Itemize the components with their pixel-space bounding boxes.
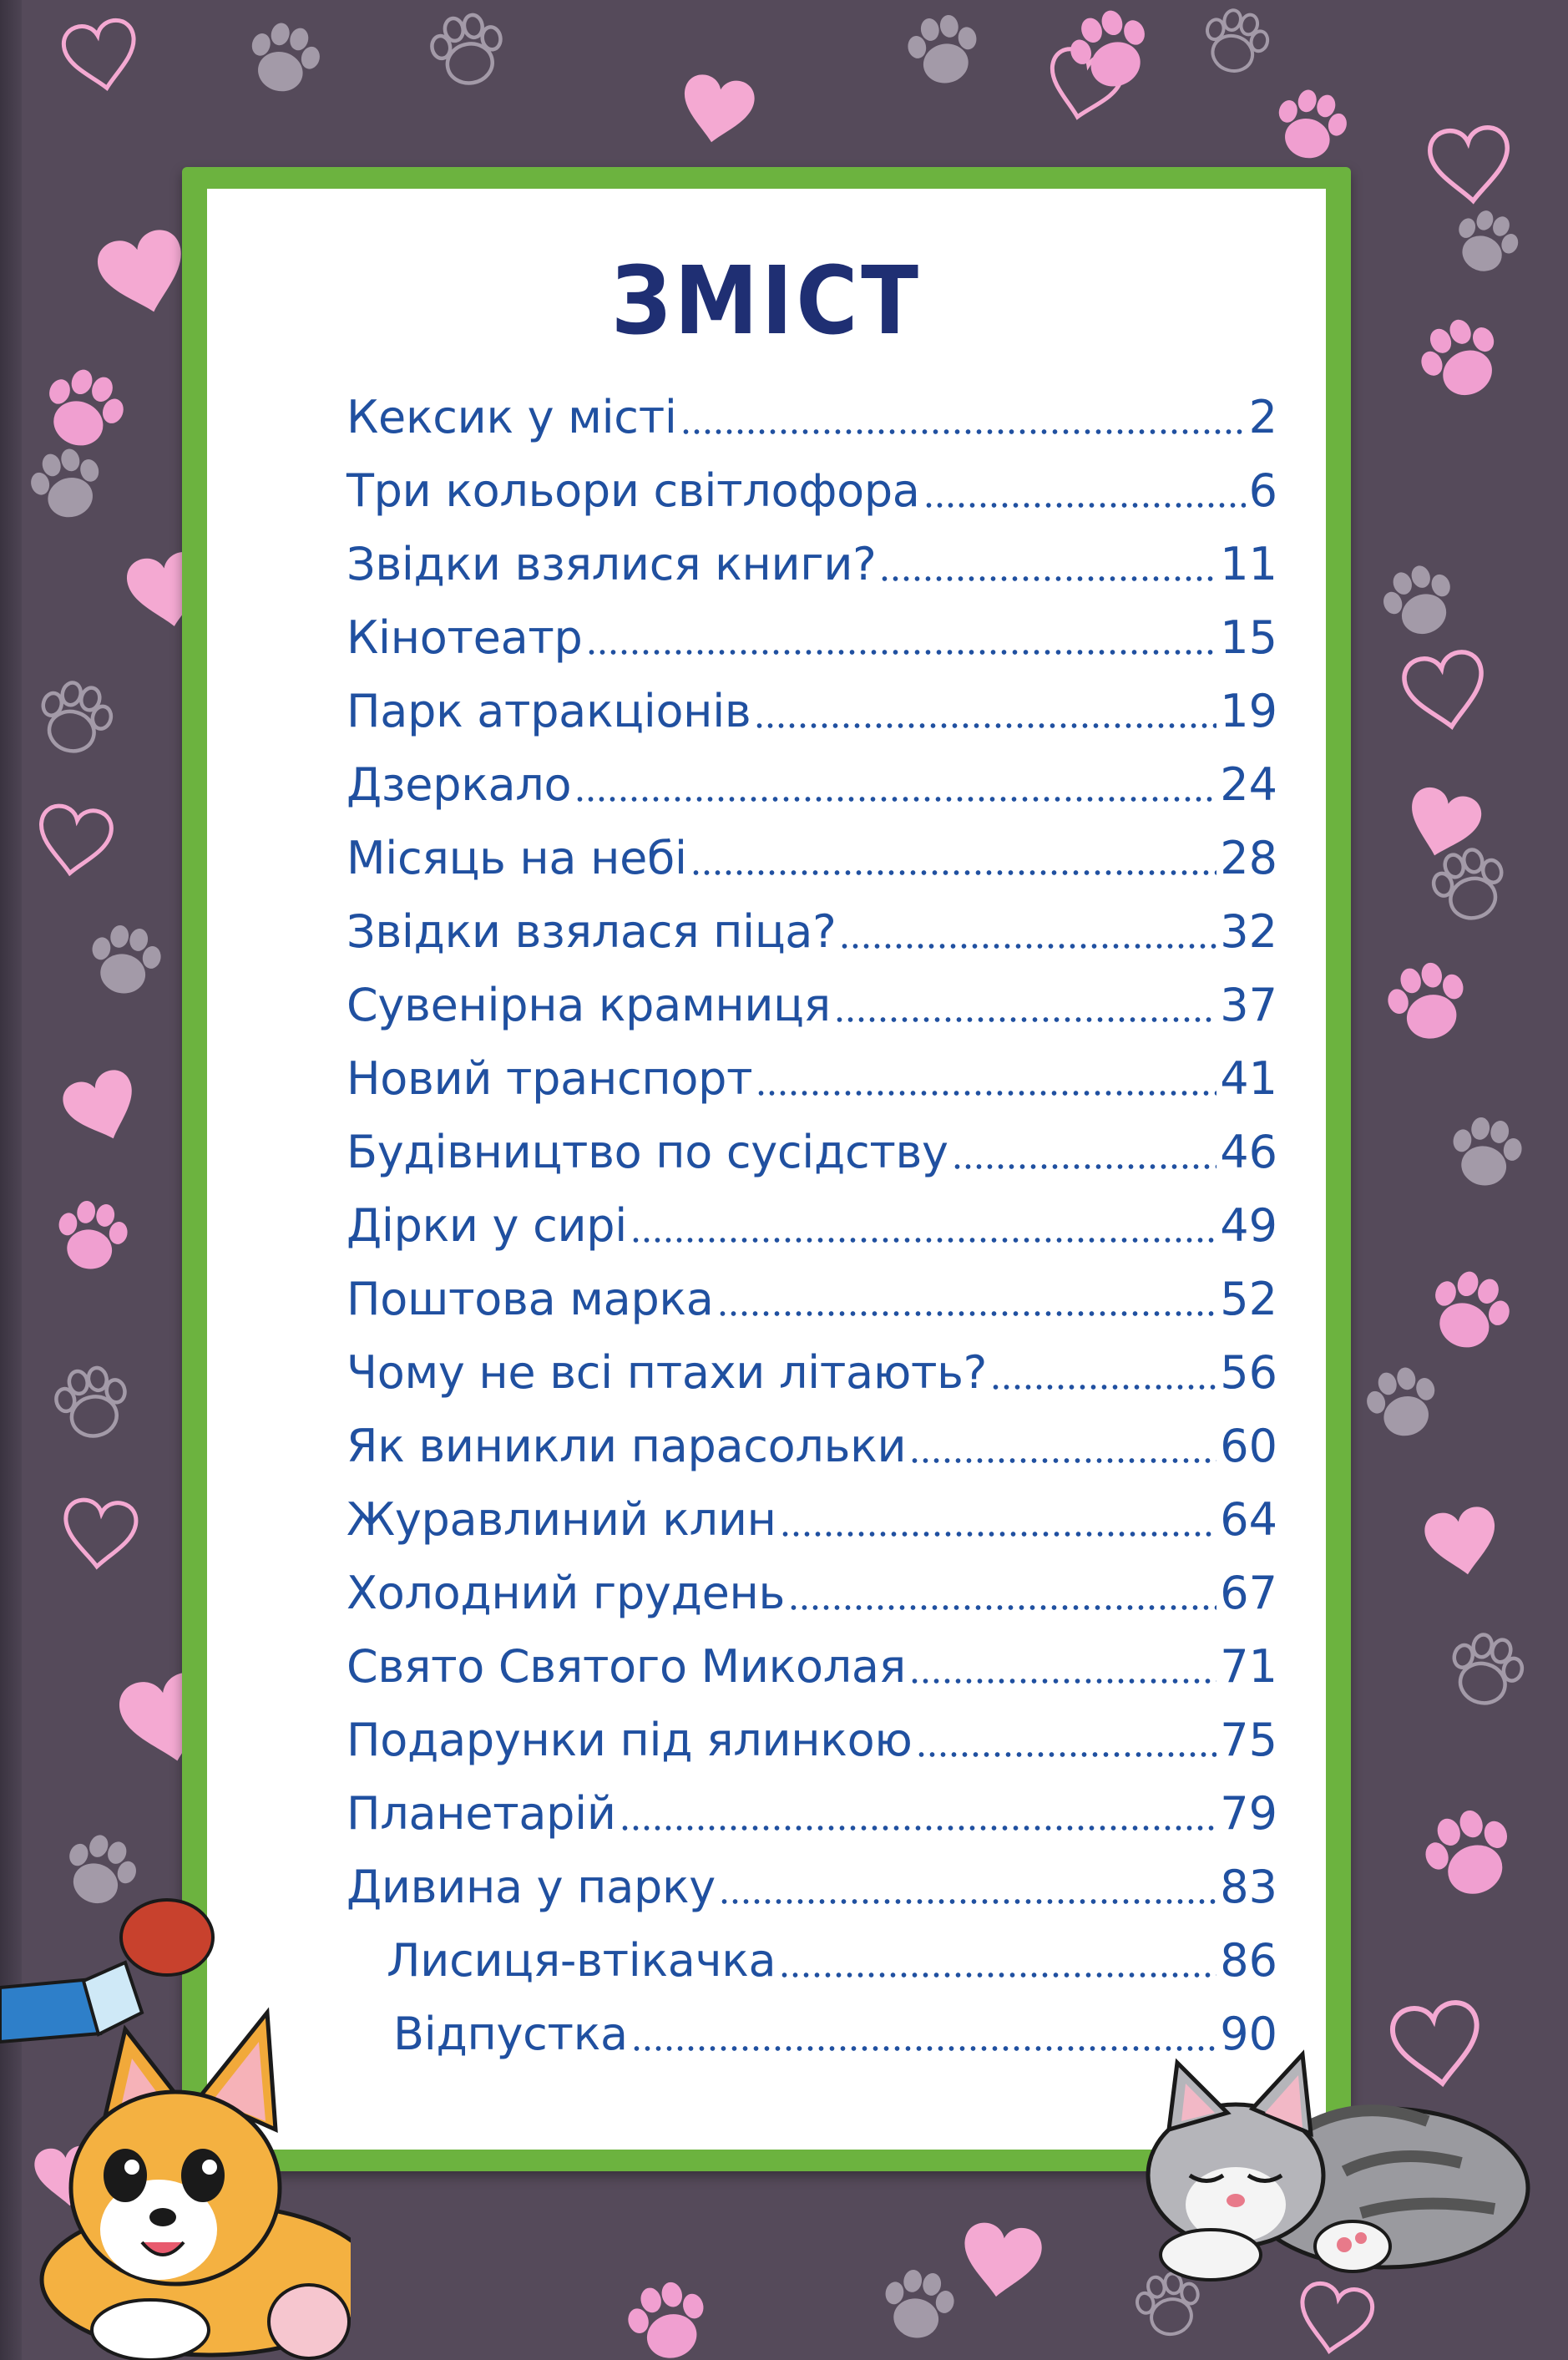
contents-panel: [207, 189, 1326, 2150]
toc-entry-page-number: 28: [1220, 832, 1277, 884]
toc-entry: [346, 1856, 1277, 1919]
toc-entry-page-number: 41: [1220, 1052, 1277, 1105]
toc-entry-title: Кексик у місті: [346, 391, 677, 443]
toc-dot-leader: [690, 870, 1217, 875]
toc-entry-title: Подарунки під ялинкою: [346, 1714, 913, 1766]
toc-entry-page-number: 15: [1220, 611, 1277, 664]
toc-entry-page-number: 60: [1220, 1420, 1277, 1472]
toc-entry-page-number: 11: [1220, 538, 1277, 590]
toc-dot-leader: [834, 1017, 1216, 1022]
toc-entry: [346, 1415, 1277, 1478]
toc-entry-page-number: 32: [1220, 905, 1277, 958]
page-title: ЗМІСТ: [610, 247, 923, 356]
toc-entry: [346, 974, 1277, 1037]
toc-entry-title: Дзеркало: [346, 758, 572, 811]
toc-dot-leader: [990, 1385, 1216, 1390]
toc-entry-page-number: 46: [1220, 1126, 1277, 1178]
toc-dot-leader: [909, 1679, 1216, 1684]
toc-entry-page-number: 67: [1220, 1567, 1277, 1619]
toc-entry-page-number: 37: [1220, 979, 1277, 1031]
toc-entry: [387, 1929, 1277, 1993]
sleeping-cat-illustration: [1110, 2038, 1545, 2288]
toc-entry-page-number: 79: [1220, 1787, 1277, 1840]
toc-entry-page-number: 86: [1220, 1934, 1277, 1987]
toc-dot-leader: [923, 503, 1246, 508]
toc-entry: [346, 1709, 1277, 1772]
toc-entry-title: Будівництво по сусідству: [346, 1126, 948, 1178]
toc-dot-leader: [788, 1605, 1216, 1610]
toc-entry-title: Журавлиний клин: [346, 1493, 776, 1546]
toc-entry-title: Три кольори світлофора: [346, 464, 920, 517]
toc-entry-title: Лисиця-втікачка: [387, 1934, 776, 1987]
toc-dot-leader: [909, 1458, 1216, 1463]
toc-entry-title: Дивина у парку: [346, 1861, 716, 1913]
toc-entry: [346, 386, 1277, 449]
toc-entry: [346, 533, 1277, 596]
toc-entry: [346, 1782, 1277, 1846]
toc-entry-title: Планетарій: [346, 1787, 616, 1840]
toc-dot-leader: [586, 650, 1217, 655]
toc-entry: [346, 680, 1277, 743]
toc-entry-page-number: 90: [1220, 2008, 1277, 2060]
toc-entry: [346, 753, 1277, 817]
toc-dot-leader: [717, 1311, 1217, 1316]
toc-dot-leader: [756, 1091, 1216, 1096]
toc-entry: [346, 1341, 1277, 1405]
toc-dot-leader: [680, 429, 1246, 434]
toc-dot-leader: [839, 944, 1216, 949]
toc-entry: [346, 606, 1277, 670]
toc-entry-page-number: 71: [1220, 1640, 1277, 1693]
contents-frame: [182, 167, 1351, 2171]
toc-entry-page-number: 52: [1220, 1273, 1277, 1325]
toc-dot-leader: [620, 1826, 1217, 1831]
toc-entry-title: Парк атракціонів: [346, 685, 751, 737]
toc-entry-title: Дірки у сирі: [346, 1199, 627, 1252]
toc-entry-page-number: 75: [1220, 1714, 1277, 1766]
toc-entry: [346, 1194, 1277, 1258]
toc-entry-title: Як виникли парасольки: [346, 1420, 907, 1472]
toc-entry-page-number: 24: [1220, 758, 1277, 811]
toc-entry-title: Холодний грудень: [346, 1567, 786, 1619]
toc-entry-page-number: 2: [1248, 391, 1277, 443]
toc-entry: [346, 1488, 1277, 1552]
toc-entry-title: Новий транспорт: [346, 1052, 753, 1105]
toc-entry-title: Відпустка: [393, 2008, 628, 2060]
toc-dot-leader: [574, 797, 1216, 802]
toc-entry-page-number: 64: [1220, 1493, 1277, 1546]
toc-entry: [346, 1562, 1277, 1625]
toc-entry-page-number: 83: [1220, 1861, 1277, 1913]
toc-entry-title: Сувенірна крамниця: [346, 979, 831, 1031]
toc-entry: [346, 1635, 1277, 1699]
toc-dot-leader: [879, 576, 1216, 581]
toc-entry: [346, 900, 1277, 964]
toc-entry-title: Звідки взялися книги?: [346, 538, 877, 590]
toc-entry-page-number: 19: [1220, 685, 1277, 737]
toc-dot-leader: [719, 1899, 1216, 1904]
toc-dot-leader: [916, 1752, 1217, 1757]
toc-entry-title: Чому не всі птахи літають?: [346, 1346, 988, 1399]
toc-entry: [346, 1121, 1277, 1184]
toc-entry-page-number: 6: [1248, 464, 1277, 517]
toc-entry: [346, 1047, 1277, 1111]
toc-entry: [346, 1268, 1277, 1331]
toc-entry-page-number: 49: [1220, 1199, 1277, 1252]
toc-entry: [346, 459, 1277, 523]
toc-entry-title: Свято Святого Миколая: [346, 1640, 906, 1693]
toc-entry-title: Звідки взялася піца?: [346, 905, 837, 958]
toc-entry-title: Поштова марка: [346, 1273, 714, 1325]
toc-dot-leader: [780, 1532, 1217, 1537]
toc-dot-leader: [754, 723, 1216, 728]
toc-entry-title: Кінотеатр: [346, 611, 583, 664]
toc-entry-page-number: 56: [1220, 1346, 1277, 1399]
toc-dot-leader: [630, 1238, 1216, 1243]
toc-dot-leader: [779, 1973, 1216, 1978]
corgi-puppy-illustration: [0, 1887, 351, 2360]
toc-entry: [346, 827, 1277, 890]
toc-dot-leader: [952, 1164, 1217, 1169]
toc-entry-title: Місяць на небі: [346, 832, 687, 884]
